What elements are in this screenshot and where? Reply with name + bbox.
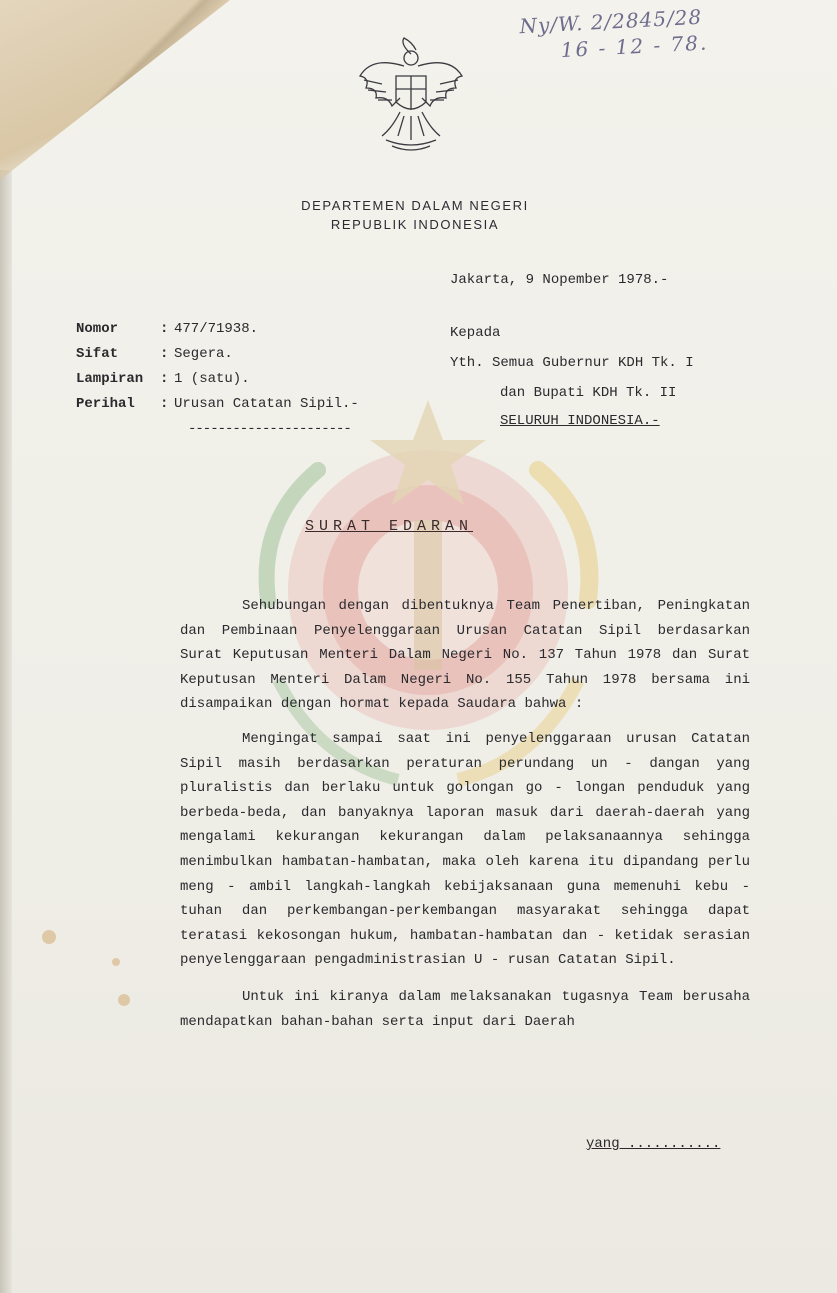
- letter-title: SURAT EDARAN: [305, 518, 474, 535]
- sifat-row: [76, 342, 359, 367]
- paper-stain: [112, 958, 120, 966]
- nomor-label: Nomor: [76, 321, 119, 337]
- nomor-row: [76, 317, 359, 342]
- colon: :: [160, 321, 169, 337]
- lampiran-value: 1 (satu).: [174, 371, 250, 387]
- lampiran-row: [76, 367, 359, 392]
- subject-underline-dashes: ----------------------: [188, 421, 351, 437]
- perihal-row: [76, 392, 359, 417]
- paper-stain: [42, 930, 56, 944]
- ministry-name: DEPARTEMEN DALAM NEGERI: [301, 198, 529, 213]
- handwritten-reference: Ny/W. 2/2845/28: [518, 4, 703, 39]
- country-name: REPUBLIK INDONESIA: [330, 217, 500, 232]
- nomor-value: 477/71938.: [174, 321, 259, 337]
- body-paragraph: Mengingat sampai saat ini penyelenggaraan urusan Catatan Sipil masih berdasarkan peraturan perundang un - dangan yang pluralistis dan berlaku untuk golongan go - longan penduduk yang berbeda-beda, dan banyaknya laporan masuk dari daerah-daerah yang mengalami kekurangan kekurangan dalam pelaksanaannya sehingga menimbulkan hambatan-hambatan, maka oleh karena itu dipandang perlu meng - ambil langkah-langkah kebijaksanaan guna memenuhi kebu - tuhan dan perkembangan-perkembangan masyarakat sehingga dapat teratasi kekosongan hukum, hambatan-hambatan dan - ketidak serasian penyelenggaraan pengadministrasian U - rusan Catatan Sipil.: [180, 730, 750, 969]
- recipient-line-3: SELURUH INDONESIA.-: [500, 413, 660, 429]
- perihal-label: Perihal: [76, 396, 135, 412]
- colon: :: [160, 346, 169, 362]
- page-left-edge: [0, 170, 12, 1293]
- page-continuation: yang ...........: [586, 1136, 721, 1152]
- sifat-value: Segera.: [174, 346, 233, 362]
- paper-stain: [118, 994, 130, 1006]
- letterhead: [240, 196, 590, 234]
- body-paragraph: Untuk ini kiranya dalam melaksanakan tugasnya Team berusaha mendapatkan bahan-bahan serta input dari Daerah: [180, 988, 750, 1030]
- letter-body: [180, 594, 750, 1046]
- garuda-emblem: [352, 36, 470, 158]
- recipient-line-2: dan Bupati KDH Tk. II: [500, 385, 677, 401]
- recipient-line-1: Yth. Semua Gubernur KDH Tk. I: [450, 355, 694, 371]
- place-and-date: Jakarta, 9 Nopember 1978.-: [450, 272, 669, 288]
- perihal-value: Urusan Catatan Sipil.-: [174, 396, 359, 412]
- colon: :: [160, 396, 169, 412]
- recipient-block: [450, 318, 694, 436]
- body-paragraph: Sehubungan dengan dibentuknya Team Penertiban, Peningkatan dan Pembinaan Penyelenggaraan Urusan Catatan Sipil berdasarkan Surat Keputusan Menteri Dalam Negeri No. 137 Tahun 1978 dan Surat Keputusan Menteri Dalam Negeri No. 155 Tahun 1978 bersama ini disampaikan dengan hormat kepada Saudara bahwa :: [180, 598, 750, 713]
- letter-metadata: [76, 317, 359, 442]
- lampiran-label: Lampiran: [76, 371, 144, 387]
- colon: :: [160, 371, 169, 387]
- sifat-label: Sifat: [76, 346, 119, 362]
- handwritten-date: 16 - 12 - 78.: [560, 30, 709, 63]
- kepada-label: Kepada: [450, 325, 501, 341]
